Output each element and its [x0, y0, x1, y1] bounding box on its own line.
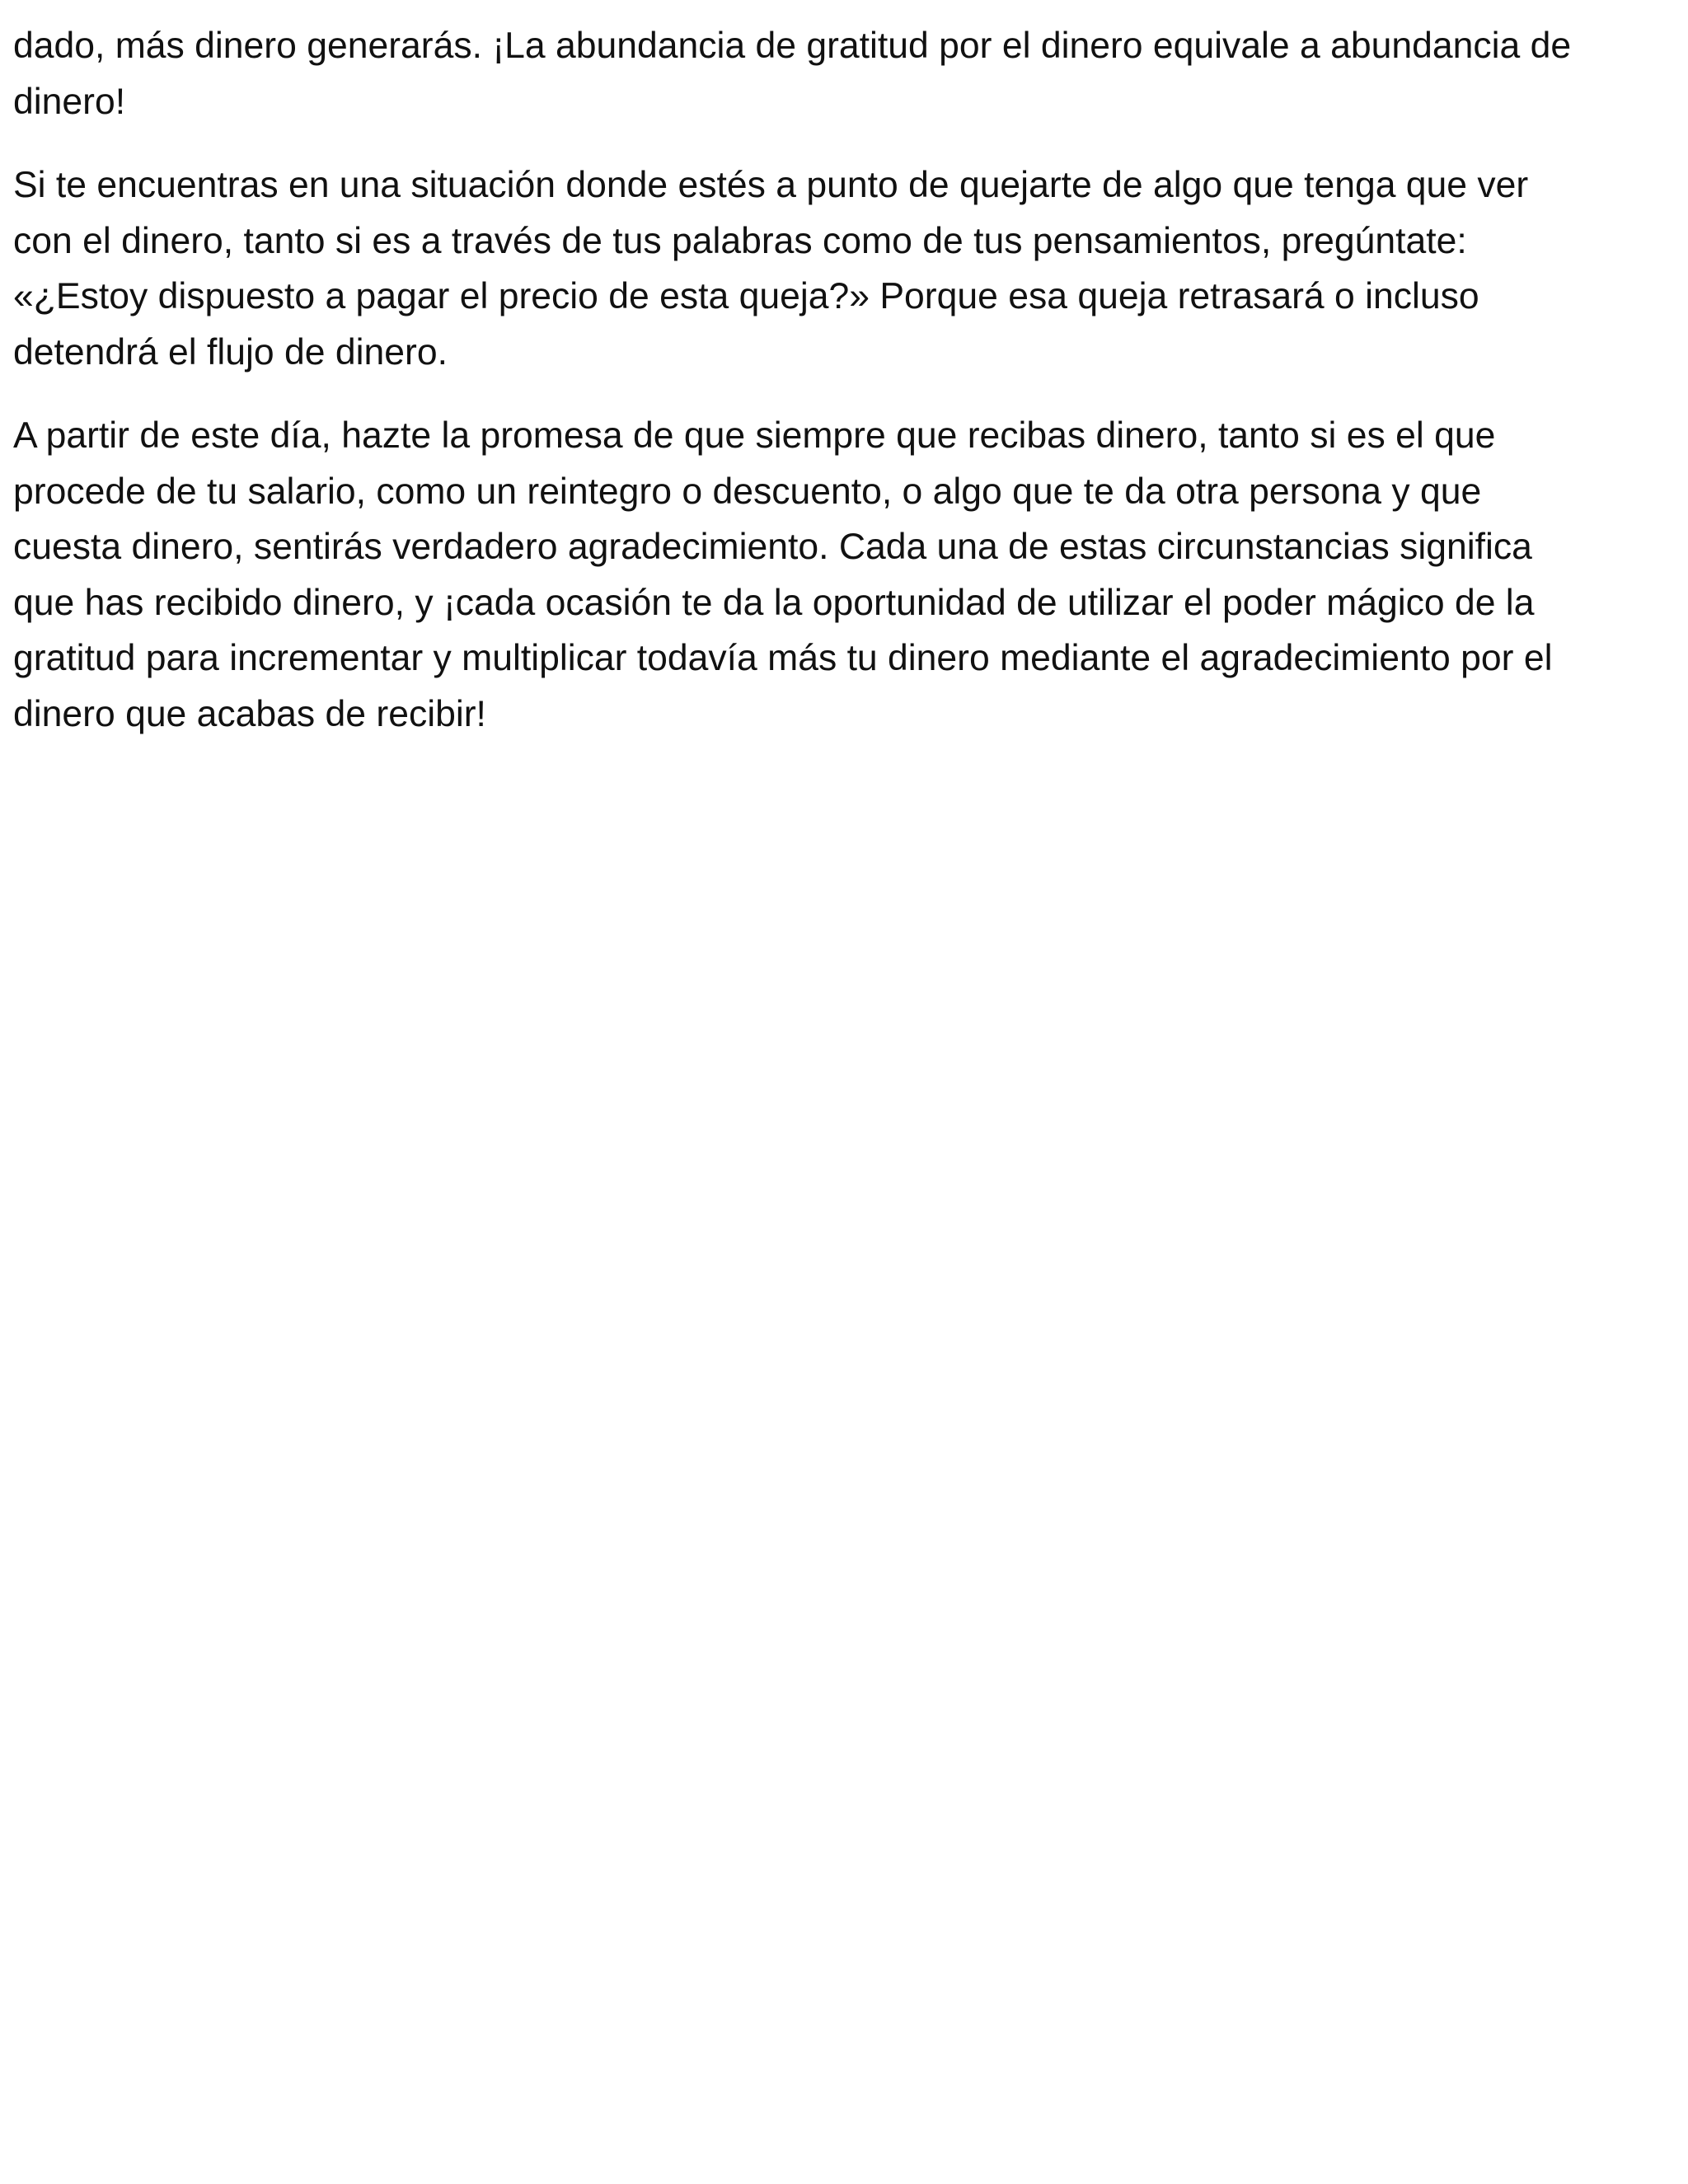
paragraph-2 [13, 157, 1678, 380]
text-line: dado, más dinero generarás. ¡La abundancia de gratitud por el dinero equivale a abundancia de [13, 26, 1572, 66]
text-line: dinero que acabas de recibir! [13, 693, 486, 734]
text-line: detendrá el flujo de dinero. [13, 331, 448, 373]
text-line: gratitud para incrementar y multiplicar todavía más tu dinero mediante el agradecimiento por el [13, 638, 1553, 678]
text-line: dinero! [13, 81, 126, 122]
text-line: que has recibido dinero, y ¡cada ocasión te da la oportunidad de utilizar el poder mágico de la [13, 582, 1535, 623]
text-line: cuesta dinero, sentirás verdadero agradecimiento. Cada una de estas circunstancias significa [13, 527, 1532, 567]
document-page [13, 18, 1678, 770]
text-line: Si te encuentras en una situación donde estés a punto de quejarte de algo que tenga que ver [13, 165, 1529, 205]
text-line: «¿Estoy dispuesto a pagar el precio de esta queja?» Porque esa queja retrasará o incluso [13, 276, 1479, 316]
paragraph-1 [13, 18, 1678, 129]
text-line: A partir de este día, hazte la promesa de que siempre que recibas dinero, tanto si es el que [13, 415, 1496, 456]
text-line: con el dinero, tanto si es a través de tus palabras como de tus pensamientos, pregúntate: [13, 220, 1467, 261]
paragraph-3 [13, 408, 1678, 742]
text-line: procede de tu salario, como un reintegro o descuento, o algo que te da otra persona y que [13, 471, 1482, 512]
